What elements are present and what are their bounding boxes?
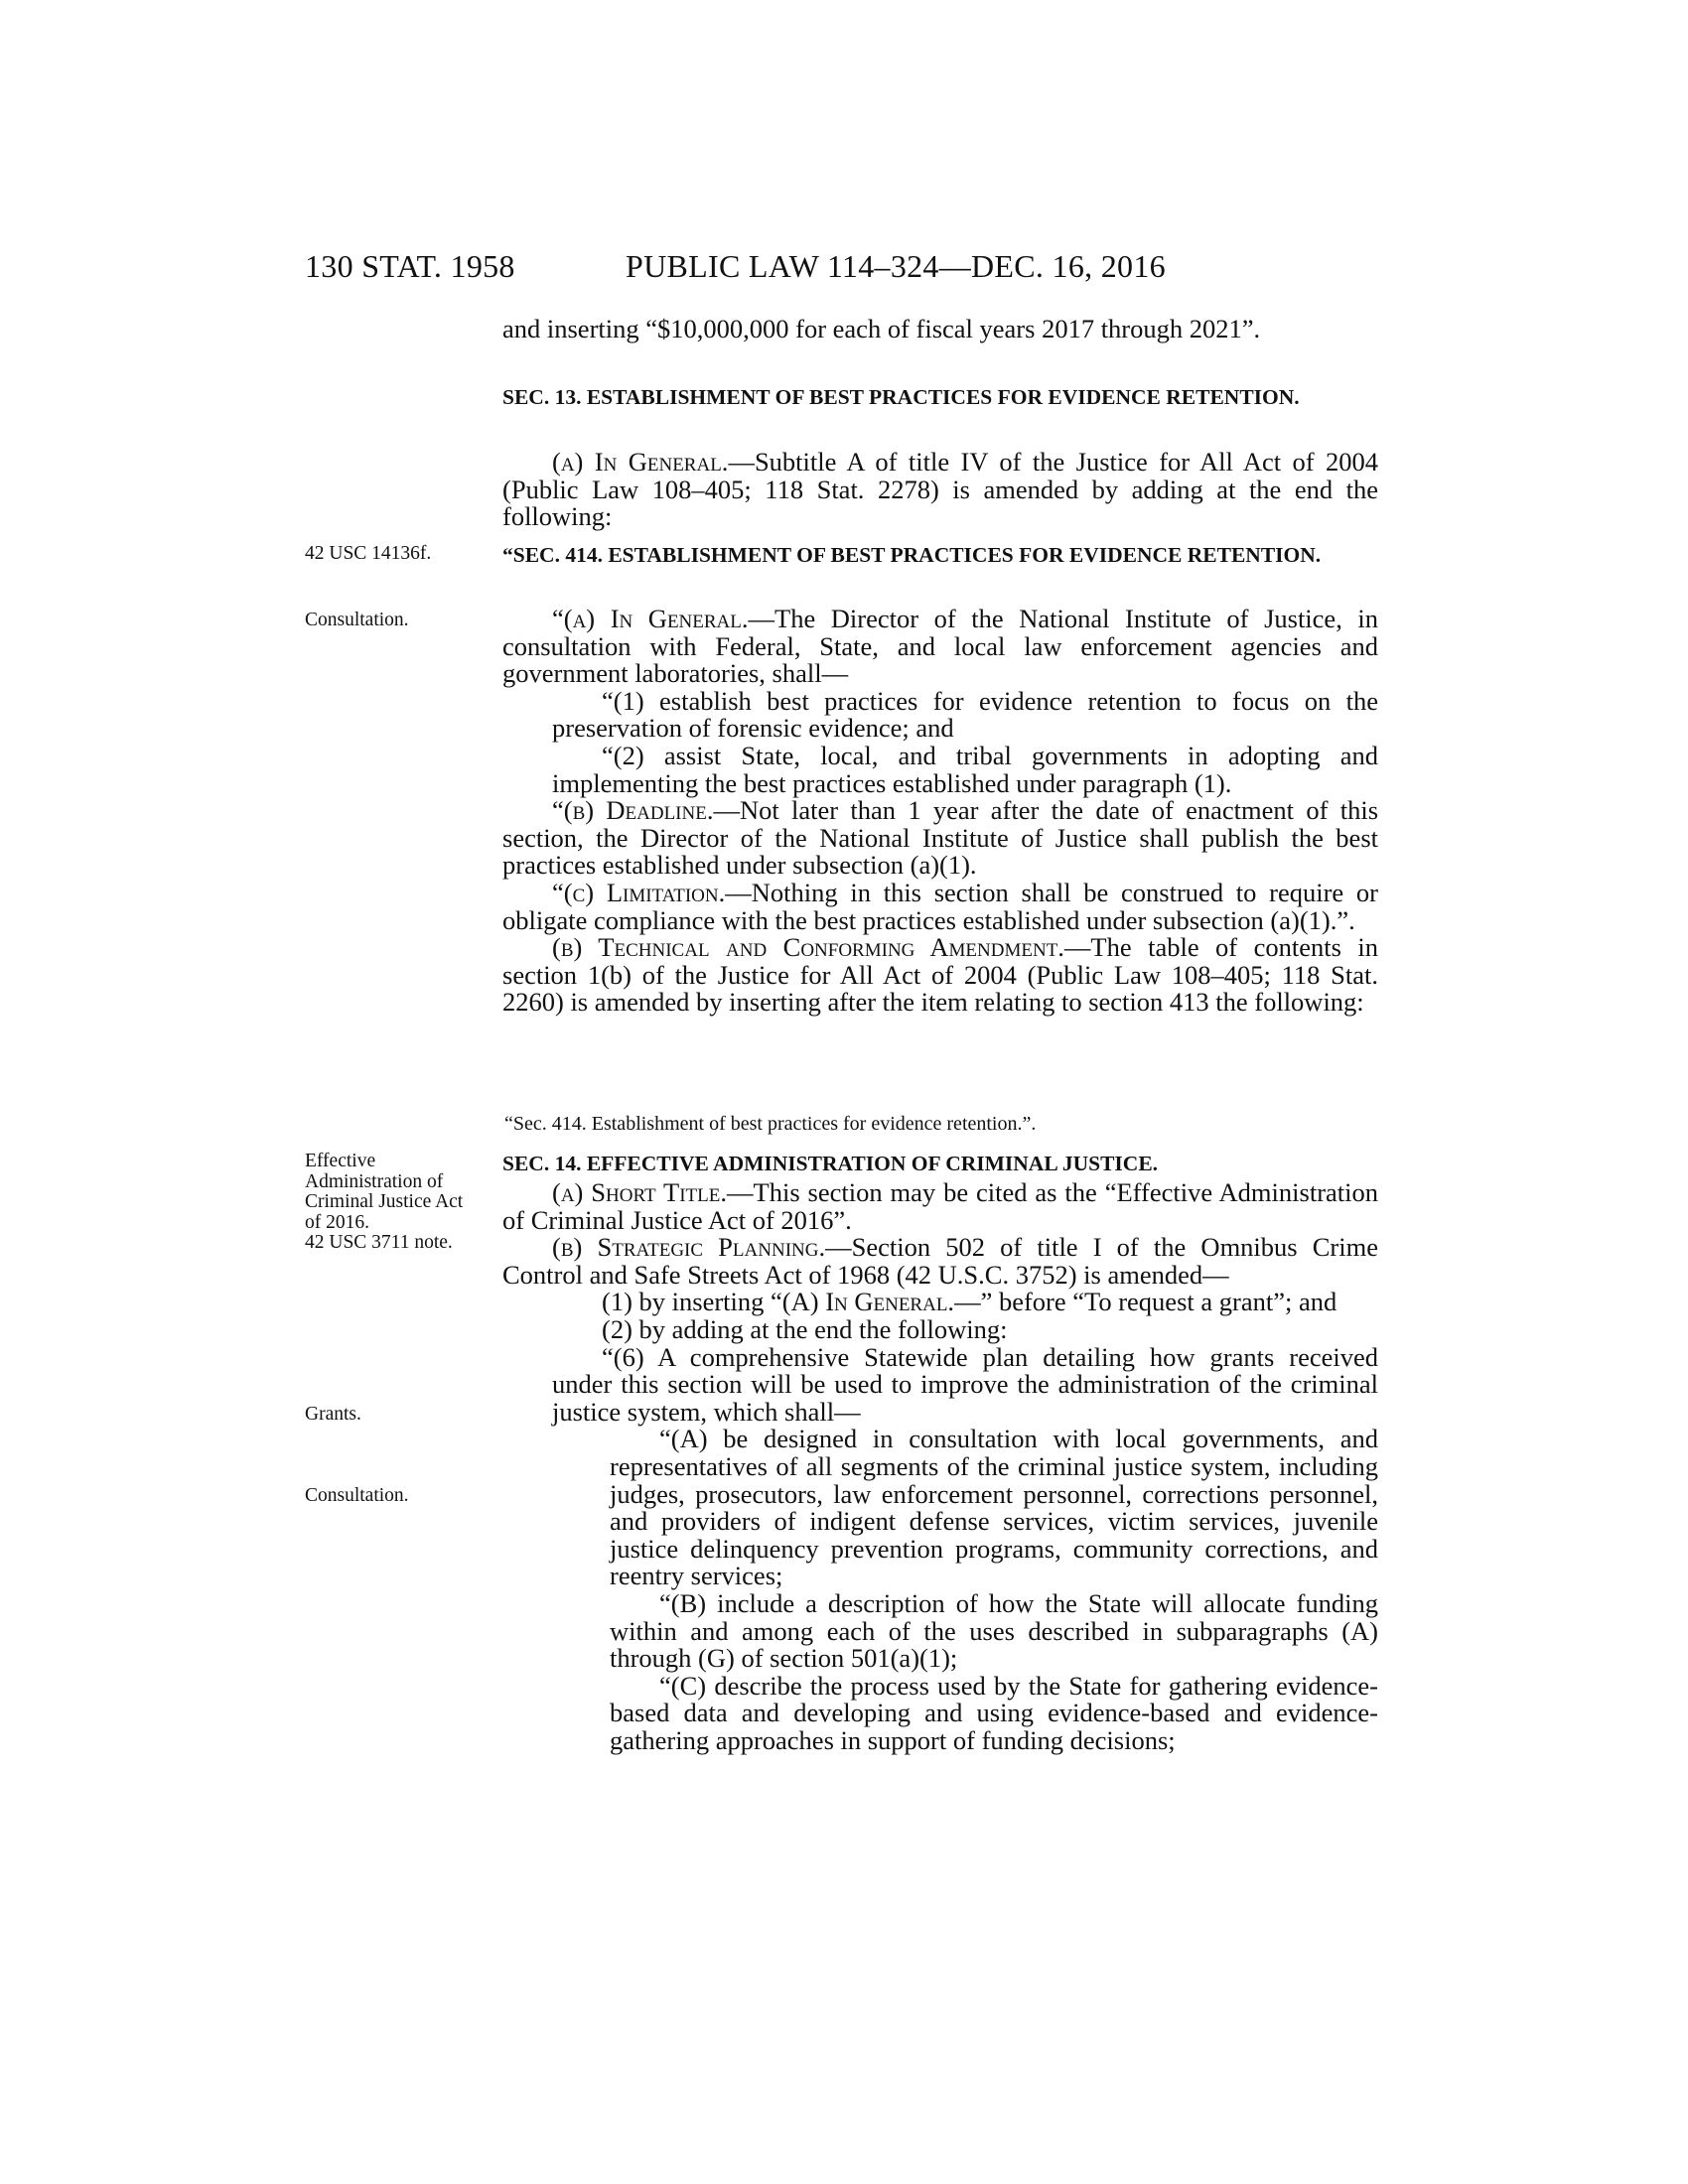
s414b-paragraph xyxy=(502,797,1378,880)
sec14b-text: —Section 502 of title I of the Omnibus Crime Control and Safe Streets Act of 1968 (42 U.S.C. 3752) is amended— xyxy=(502,1232,1378,1290)
sec14b1-smallcaps: (A) In General. xyxy=(781,1287,955,1317)
sec14a-text: —This section may be cited as the “Effective Administration of Criminal Justice Act of 2016”. xyxy=(502,1177,1379,1235)
sec14-body xyxy=(502,1179,1378,1754)
sec414-heading: “SEC. 414. ESTABLISHMENT OF BEST PRACTICES FOR EVIDENCE RETENTION. xyxy=(502,543,1322,567)
sec13b-label: (b) Technical and Conforming Amendment. xyxy=(552,932,1064,963)
sec14b-label: (b) Strategic Planning. xyxy=(552,1232,826,1263)
page-reference: 130 STAT. 1958 xyxy=(305,248,515,284)
sec414-body xyxy=(502,606,1378,1017)
sec14-heading: SEC. 14. EFFECTIVE ADMINISTRATION OF CRIMINAL JUSTICE. xyxy=(502,1152,1159,1175)
s414a-text: —The Director of the National Institute of Justice, in consultation with Federal, State, and local law enforcement agencies and government laboratories, shall— xyxy=(502,604,1378,689)
s414a-paragraph xyxy=(502,606,1378,688)
sec13a-text: —Subtitle A of title IV of the Justice for All Act of 2004 (Public Law 108–405; 118 Stat. 2278) is amended by adding at the end the following: xyxy=(502,447,1378,532)
sec14b6B-paragraph: “(B) include a description of how the State will allocate funding within and among each of the uses described in subparagraphs (A) through (G) of section 501(a)(1); xyxy=(610,1587,1378,1674)
sec14b2-paragraph: (2) by adding at the end the following: xyxy=(602,1313,1008,1344)
sec13a-label: (a) In General. xyxy=(552,447,729,477)
s414a2-paragraph: “(2) assist State, local, and tribal governments in adopting and implementing the best practices established under paragraph (1). xyxy=(552,740,1378,798)
sec13b-text: —The table of contents in section 1(b) of the Justice for All Act of 2004 (Public Law 108–405; 118 Stat. 2260) is amended by inserting after the item relating to section 413 the following: xyxy=(502,932,1378,1018)
sec13a-block xyxy=(502,449,1378,531)
page-title: PUBLIC LAW 114–324—DEC. 16, 2016 xyxy=(626,248,1166,284)
s414c-label: “(c) Limitation. xyxy=(552,877,726,907)
toc-line: “Sec. 414. Establishment of best practices for evidence retention.”. xyxy=(504,1113,1037,1135)
margin-note-short-title: Effective Administration of Criminal Justice Act of 2016. xyxy=(305,1151,464,1233)
sec13-heading: SEC. 13. ESTABLISHMENT OF BEST PRACTICES FOR EVIDENCE RETENTION. xyxy=(502,385,1300,409)
sec414-heading-block xyxy=(502,543,1378,568)
margin-note-grants: Grants. xyxy=(305,1404,361,1425)
sec14b1-post: —” before “To request a grant”; and xyxy=(954,1287,1337,1317)
sec14a-label: (a) Short Title. xyxy=(552,1177,728,1207)
sec13b-paragraph xyxy=(502,934,1378,1017)
margin-note-usc-3711: 42 USC 3711 note. xyxy=(305,1232,453,1253)
sec14b1-pre: (1) by inserting “ xyxy=(602,1287,782,1317)
s414b-label: “(b) Deadline. xyxy=(552,795,714,826)
sec13-heading-block xyxy=(502,385,1378,410)
sec14b6-paragraph: “(6) A comprehensive Statewide plan detailing how grants received under this section will be used to improve the administration of the criminal justice system, which shall— xyxy=(552,1341,1378,1427)
s414b-text: —Not later than 1 year after the date of enactment of this section, the Director of the National Institute of Justice shall publish the best practices established under subsection (a)(1). xyxy=(502,795,1379,881)
intro-block xyxy=(502,316,1378,343)
sec14b1-paragraph xyxy=(502,1289,1378,1316)
margin-note-usc-14136f: 42 USC 14136f. xyxy=(305,543,432,564)
sec14b-paragraph xyxy=(502,1234,1378,1289)
sec14-heading-block xyxy=(502,1152,1378,1176)
sec14b6A-paragraph: “(A) be designed in consultation with local governments, and representatives of all segments of the criminal justice system, including judges, prosecutors, law enforcement personnel, corrections personnel, and providers of indigent defense services, victim services, juvenile justice delinquency prevention programs, community corrections, and reentry services; xyxy=(610,1424,1378,1591)
toc-block xyxy=(502,1112,1378,1136)
sec14b6C-paragraph: “(C) describe the process used by the State for gathering evidence-based data and developing and using evidence-based and evidence-gathering approaches in support of funding decisions; xyxy=(610,1670,1378,1755)
s414c-paragraph xyxy=(502,877,1378,935)
s414a1-paragraph: “(1) establish best practices for evidence retention to focus on the preservation of forensic evidence; and xyxy=(552,685,1378,744)
s414a-label: “(a) In General. xyxy=(552,604,749,633)
intro-paragraph: and inserting “$10,000,000 for each of fiscal years 2017 through 2021”. xyxy=(502,314,1261,343)
s414c-text: —Nothing in this section shall be construed to require or obligate compliance with the best practices established under subsection (a)(1).”. xyxy=(502,877,1378,935)
sec13a-paragraph xyxy=(502,449,1378,531)
margin-note-consultation: Consultation. xyxy=(305,610,409,630)
margin-note-consultation-2: Consultation. xyxy=(305,1485,409,1506)
sec14a-paragraph xyxy=(502,1179,1378,1234)
